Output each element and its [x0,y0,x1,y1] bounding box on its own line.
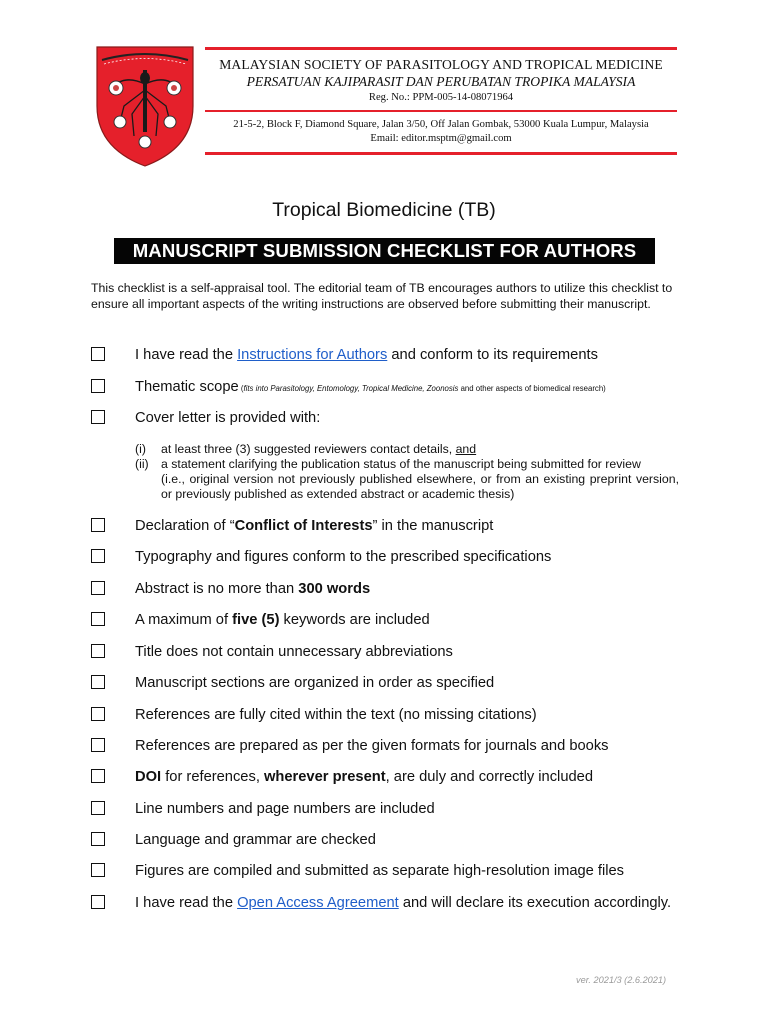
item-label: References are prepared as per the given formats for journals and books [135,738,609,754]
checkbox[interactable] [91,675,105,689]
checkbox[interactable] [91,518,105,532]
checkbox[interactable] [91,581,105,595]
society-email: Email: editor.msptm@gmail.com [370,133,512,144]
item-label: DOI for references, wherever present, are duly and correctly included [135,769,593,785]
registration-number: Reg. No.: PPM-005-14-08071964 [368,92,514,103]
society-name-malay: PERSATUAN KAJIPARASIT DAN PERUBATAN TROPIKA MALAYSIA [246,74,636,89]
checkbox[interactable] [91,549,105,563]
header-top-rule [205,47,677,50]
journal-title: Tropical Biomedicine (TB) [272,199,496,221]
checklist-title: MANUSCRIPT SUBMISSION CHECKLIST FOR AUTHORS [114,238,655,264]
item-label: Language and grammar are checked [135,832,376,848]
checkbox[interactable] [91,863,105,877]
checkbox[interactable] [91,895,105,909]
item-label: I have read the Instructions for Authors and conform to its requirements [135,347,598,363]
checkbox[interactable] [91,832,105,846]
intro-paragraph: This checklist is a self-appraisal tool. The editorial team of TB encourages authors to utilize this checklist to ensure all important aspects of the writing instructions are observed before submitting their manuscript. [91,281,673,311]
item-label: Declaration of “Conflict of Interests” in the manuscript [135,518,494,534]
cover-letter-subitem-ii: (ii) a statement clarifying the publication status of the manuscript being submitted for review [135,457,641,471]
checkbox[interactable] [91,347,105,361]
instructions-for-authors-link[interactable]: Instructions for Authors [237,347,388,363]
item-label: Figures are compiled and submitted as separate high-resolution image files [135,863,625,879]
header-middle-rule [205,110,677,112]
document-version: ver. 2021/3 (2.6.2021) [576,975,667,985]
item-label: Abstract is no more than 300 words [135,581,371,597]
checkbox[interactable] [91,379,105,393]
checkbox[interactable] [91,612,105,626]
cover-letter-subitem-ii-detail: (i.e., original version not previously published elsewhere, or from an existing preprint version, or previously published as extended abstract or academic thesis) [161,472,679,502]
item-label: Line numbers and page numbers are included [135,801,435,817]
item-label: Manuscript sections are organized in order as specified [135,675,495,691]
society-address: 21-5-2, Block F, Diamond Square, Jalan 3/50, Off Jalan Gombak, 53000 Kuala Lumpur, Malaysia [233,119,649,130]
item-label: A maximum of five (5) keywords are included [135,612,430,628]
item-label: I have read the Open Access Agreement and will declare its execution accordingly. [135,895,672,911]
checkbox[interactable] [91,707,105,721]
cover-letter-subitem-i: (i) at least three (3) suggested reviewers contact details, and [135,442,477,456]
society-name-english: MALAYSIAN SOCIETY OF PARASITOLOGY AND TROPICAL MEDICINE [219,57,663,72]
checkbox[interactable] [91,738,105,752]
item-label: Typography and figures conform to the prescribed specifications [135,549,552,565]
open-access-agreement-link[interactable]: Open Access Agreement [237,895,399,911]
checkbox[interactable] [91,644,105,658]
checkbox[interactable] [91,801,105,815]
checkbox[interactable] [91,769,105,783]
scope-note: fits into Parasitology, Entomology, Tropical Medicine, Zoonosis [243,384,459,393]
item-label: References are fully cited within the text (no missing citations) [135,707,537,723]
item-label: Title does not contain unnecessary abbreviations [135,644,453,660]
checkbox[interactable] [91,410,105,424]
society-crest-logo [94,44,196,168]
item-label: Cover letter is provided with: [135,410,321,426]
item-label: Thematic scope (fits into Parasitology, Entomology, Tropical Medicine, Zoonosis and other aspects of biomedical research) [135,379,606,395]
header-bottom-rule [205,152,677,155]
